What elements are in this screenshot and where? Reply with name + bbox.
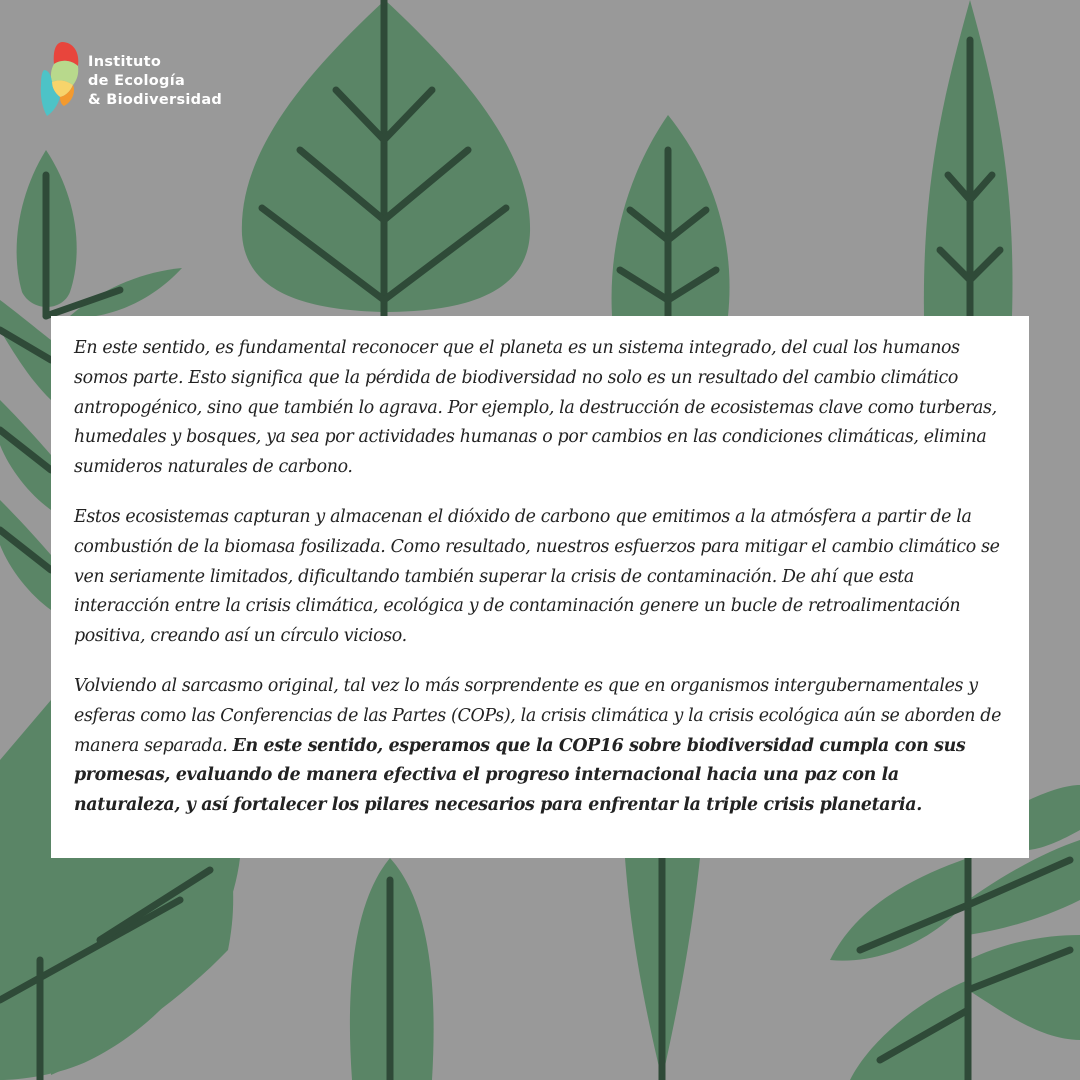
paragraph-3 [74, 672, 1009, 821]
logo-text [88, 53, 222, 110]
paragraph-1: En este sentido, es fundamental reconocer que el planeta es un sistema integrado, del cual los humanos somos parte. Esto significa que la pérdida de biodiversidad no solo es un resultado del cambio climático antropogénico, sino que también lo agrava. Por ejemplo, la destrucción de ecosistemas clave como turberas, humedales y bosques, ya sea por actividades humanas o por cambios en las condiciones climáticas, elimina sumideros naturales de carbono. [74, 338, 997, 478]
leaf-bottom-right [830, 858, 968, 961]
paragraph-2: Estos ecosistemas capturan y almacenan el dióxido de carbono que emitimos a la atmósfera a partir de la combustión de la biomasa fosilizada. Como resultado, nuestros esfuerzos para mitigar el cambio climático se ven seriamente limitados, dificultando también superar la crisis de contaminación. De ahí que esta interacción entre la crisis climática, ecológica y de contaminación genere un bucle de retroalimentación positiva, creando así un círculo vicioso. [74, 506, 1000, 647]
leaf-left-branch [70, 268, 182, 316]
logo-line-2: de Ecología [88, 73, 186, 89]
institute-logo [40, 40, 260, 124]
text-card [51, 316, 1029, 858]
logo-mark-icon [40, 40, 82, 126]
paragraph-3-bold: En este sentido, esperamos que la COP16 sobre biodiversidad cumpla con sus promesas, evaluando de manera efectiva el progreso internacional hacia una paz con la naturaleza, y así fortalecer los pilares necesarios para enfrentar la triple crisis planetaria. [74, 735, 966, 816]
logo-line-1: Instituto [88, 54, 162, 70]
logo-line-3: & Biodiversidad [88, 92, 223, 108]
paragraph-3-regular: Volviendo al sarcasmo original, tal vez lo más sorprendente es que en organismos intergubernamentales y esferas como las Conferencias de las Partes (COPs), la crisis climática y la crisis ecológica aún se aborden de manera separada. [74, 675, 1002, 756]
